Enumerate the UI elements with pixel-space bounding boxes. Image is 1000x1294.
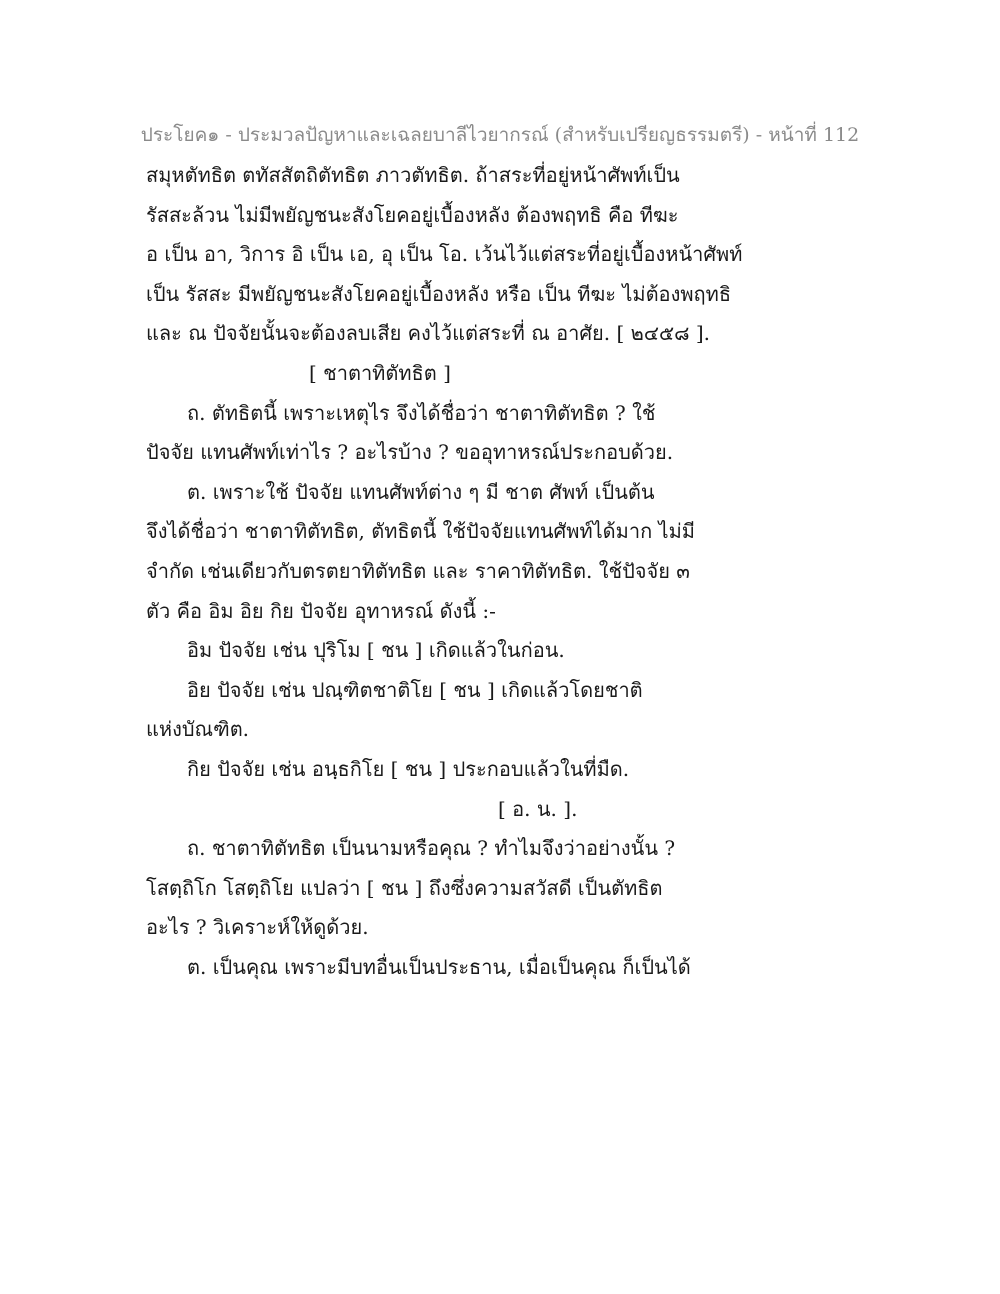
text-line: รัสสะล้วน ไม่มีพยัญชนะสังโยคอยู่เบื้องหลัง ต้องพฤทธิ คือ ทีฆะ <box>146 202 679 227</box>
text-line: แห่งบัณฑิต. <box>146 717 250 742</box>
example-line: อิม ปัจจัย เช่น ปุริโม [ ชน ] เกิดแล้วในก่อน. <box>187 638 565 663</box>
text-line: เป็น รัสสะ มีพยัญชนะสังโยคอยู่เบื้องหลัง หรือ เป็น ทีฆะ ไม่ต้องพฤทธิ <box>146 281 732 306</box>
text-line: และ ณ ปัจจัยนั้นจะต้องลบเสีย คงไว้แต่สระที่ ณ อาศัย. [ ๒๔๕๘ ]. <box>146 321 711 346</box>
question-line: ถ. ตัทธิตนี้ เพราะเหตุไร จึงได้ชื่อว่า ชาตาทิตัทธิต ? ใช้ <box>187 400 656 425</box>
text-line: สมุหตัทธิต ตทัสสัตถิตัทธิต ภาวตัทธิต. ถ้าสระที่อยู่หน้าศัพท์เป็น <box>146 163 680 187</box>
source-reference: [ อ. น. ]. <box>498 796 578 821</box>
text-line: ปัจจัย แทนศัพท์เท่าไร ? อะไรบ้าง ? ขออุทาหรณ์ประกอบด้วย. <box>146 440 674 465</box>
text-line: อ เป็น อา, วิการ อิ เป็น เอ, อุ เป็น โอ. เว้นไว้แต่สระที่อยู่เบื้องหน้าศัพท์ <box>146 242 743 267</box>
page-body <box>146 156 766 987</box>
text-line: จำกัด เช่นเดียวกับตรตยาทิตัทธิต และ ราคาทิตัทธิต. ใช้ปัจจัย ๓ <box>146 558 690 583</box>
answer-line: ต. เพราะใช้ ปัจจัย แทนศัพท์ต่าง ๆ มี ชาต ศัพท์ เป็นต้น <box>187 479 655 504</box>
example-line: กิย ปัจจัย เช่น อนฺธกิโย [ ชน ] ประกอบแล้วในที่มืด. <box>187 756 630 781</box>
section-heading: [ ชาตาทิตัทธิต ] <box>309 360 451 385</box>
question-line: ถ. ชาตาทิตัทธิต เป็นนามหรือคุณ ? ทำไมจึงว่าอย่างนั้น ? <box>187 836 676 861</box>
text-line: อะไร ? วิเคราะห์ให้ดูด้วย. <box>146 915 369 940</box>
running-header: ประโยค๑ - ประมวลปัญหาและเฉลยบาลีไวยากรณ์ (สำหรับเปรียญธรรมตรี) - หน้าที่ 112 <box>140 124 860 146</box>
answer-line: ต. เป็นคุณ เพราะมีบทอื่นเป็นประธาน, เมื่อเป็นคุณ ก็เป็นได้ <box>187 954 691 979</box>
text-line: จึงได้ชื่อว่า ชาตาทิตัทธิต, ตัทธิตนี้ ใช้ปัจจัยแทนศัพท์ได้มาก ไม่มี <box>146 519 695 544</box>
text-line: โสตฺถิโก โสตฺถิโย แปลว่า [ ชน ] ถึงซึ่งความสวัสดี เป็นตัทธิต <box>146 875 663 900</box>
text-line: ตัว คือ อิม อิย กิย ปัจจัย อุทาหรณ์ ดังนี้ :- <box>146 598 496 623</box>
example-line: อิย ปัจจัย เช่น ปณฺฑิตชาติโย [ ชน ] เกิดแล้วโดยชาติ <box>187 677 643 702</box>
